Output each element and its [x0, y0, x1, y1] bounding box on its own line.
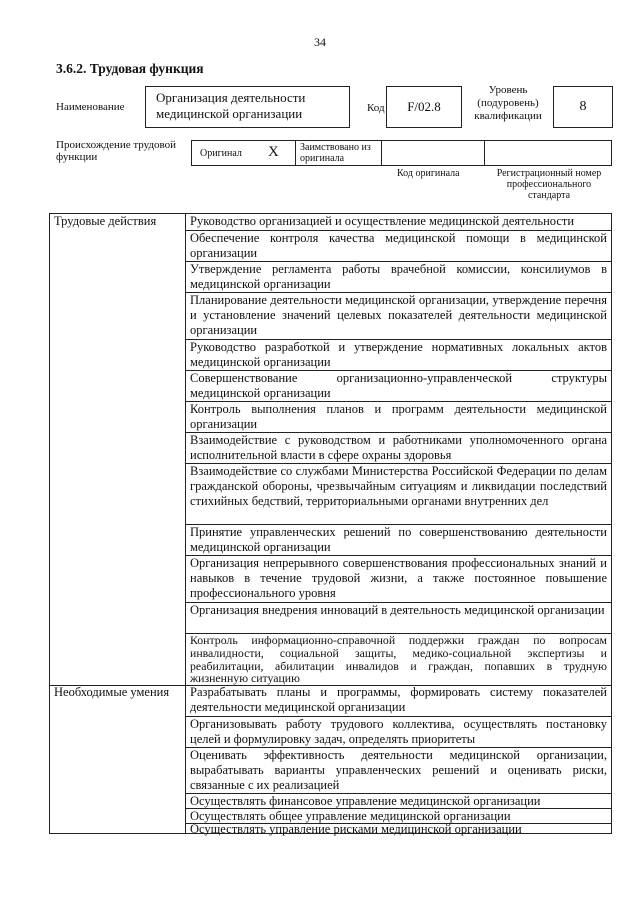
labor-action-item: Утверждение регламента работы врачебной комиссии, консилиумов в медицинской организации [186, 261, 611, 292]
qualification-level-box [553, 86, 613, 128]
labor-action-item [186, 633, 611, 685]
name-label: Наименование [56, 101, 125, 113]
reg-number-label: Регистрационный номер профессионального стандарта [496, 168, 602, 201]
level-label: Уровень (подуровень) квалификации [474, 84, 542, 122]
labor-actions-category: Трудовые действия [54, 214, 157, 228]
labor-action-item: Руководство организацией и осуществление медицинской деятельности [190, 214, 575, 228]
labor-action-item: Принятие управленческих решений по совершенствованию деятельности медицинской организации [186, 524, 611, 555]
function-code: F/02.8 [407, 99, 441, 114]
labor-action-item: Контроль выполнения планов и программ деятельности медицинской организации [186, 401, 611, 432]
labor-action-item: Обеспечение контроля качества медицинской помощи в медицинской организации [186, 230, 611, 261]
skill-item: Организовывать работу трудового коллектива, осуществлять постановку целей и формулировку задач, определять приоритеты [186, 716, 611, 747]
labor-action-item: Организация внедрения инноваций в деятельность медицинской организации [186, 602, 611, 633]
skill-item: Осуществлять общее управление медицинской организации [186, 808, 611, 823]
reg-number-cell [485, 141, 611, 165]
function-code-box [386, 86, 462, 128]
skill-item: Разрабатывать планы и программы, формировать систему показателей деятельности медицинской организации [190, 685, 607, 715]
original-label: Оригинал [200, 148, 242, 159]
labor-action-text: Контроль информационно-справочной поддержки граждан по вопросам инвалидности, социальной защиты, медико-социальной экспертизы и реабилитации, абилитации инвалидов и граждан, попавших в трудную жизненную ситуацию [190, 633, 607, 686]
borrowed-cell [296, 141, 382, 165]
page-number: 34 [314, 35, 326, 49]
labor-action-item: Руководство разработкой и утверждение нормативных локальных актов медицинской организации [186, 339, 611, 370]
function-name-box [145, 86, 350, 128]
code-original-label: Код оригинала [397, 168, 460, 179]
skill-text: Осуществлять управление рисками медицинской организации [190, 822, 522, 836]
labor-action-item: Организация непрерывного совершенствования профессиональных знаний и навыков в течение трудовой жизни, а также постоянное повышение профессионального уровня [186, 555, 611, 602]
origin-table [191, 140, 612, 166]
skill-item: Оценивать эффективность деятельности медицинской организации, вырабатывать варианты управленческих решений и оценивать риски, связанные с их реализацией [186, 747, 611, 793]
borrowed-label: Заимствовано из оригинала [300, 142, 371, 164]
function-name: Организация деятельности медицинской организации [156, 90, 306, 121]
section-heading: 3.6.2. Трудовая функция [56, 61, 204, 76]
original-cell [192, 141, 296, 165]
required-skills-category: Необходимые умения [54, 685, 170, 699]
code-label: Код [367, 102, 385, 114]
labor-action-item: Взаимодействие со службами Министерства Российской Федерации по делам гражданской обороны, чрезвычайным ситуациям и ликвидации последствий стихийных бедствий, территориальными органами внутренних дел [186, 463, 611, 524]
labor-action-item: Взаимодействие с руководством и работниками уполномоченного органа исполнительной власти в сфере охраны здоровья [186, 432, 611, 463]
original-x-mark: X [268, 144, 279, 160]
skill-item [186, 823, 611, 835]
qualification-level: 8 [579, 99, 587, 114]
skill-item: Осуществлять финансовое управление медицинской организации [186, 793, 611, 808]
origin-label: Происхождение трудовой функции [56, 139, 177, 163]
labor-action-item: Совершенствование организационно-управленческой структуры медицинской организации [186, 370, 611, 401]
code-original-cell [382, 141, 485, 165]
labor-function-table [49, 213, 612, 834]
labor-action-item: Планирование деятельности медицинской организации, утверждение перечня и установление значений целевых показателей деятельности медицинской организации [186, 292, 611, 339]
